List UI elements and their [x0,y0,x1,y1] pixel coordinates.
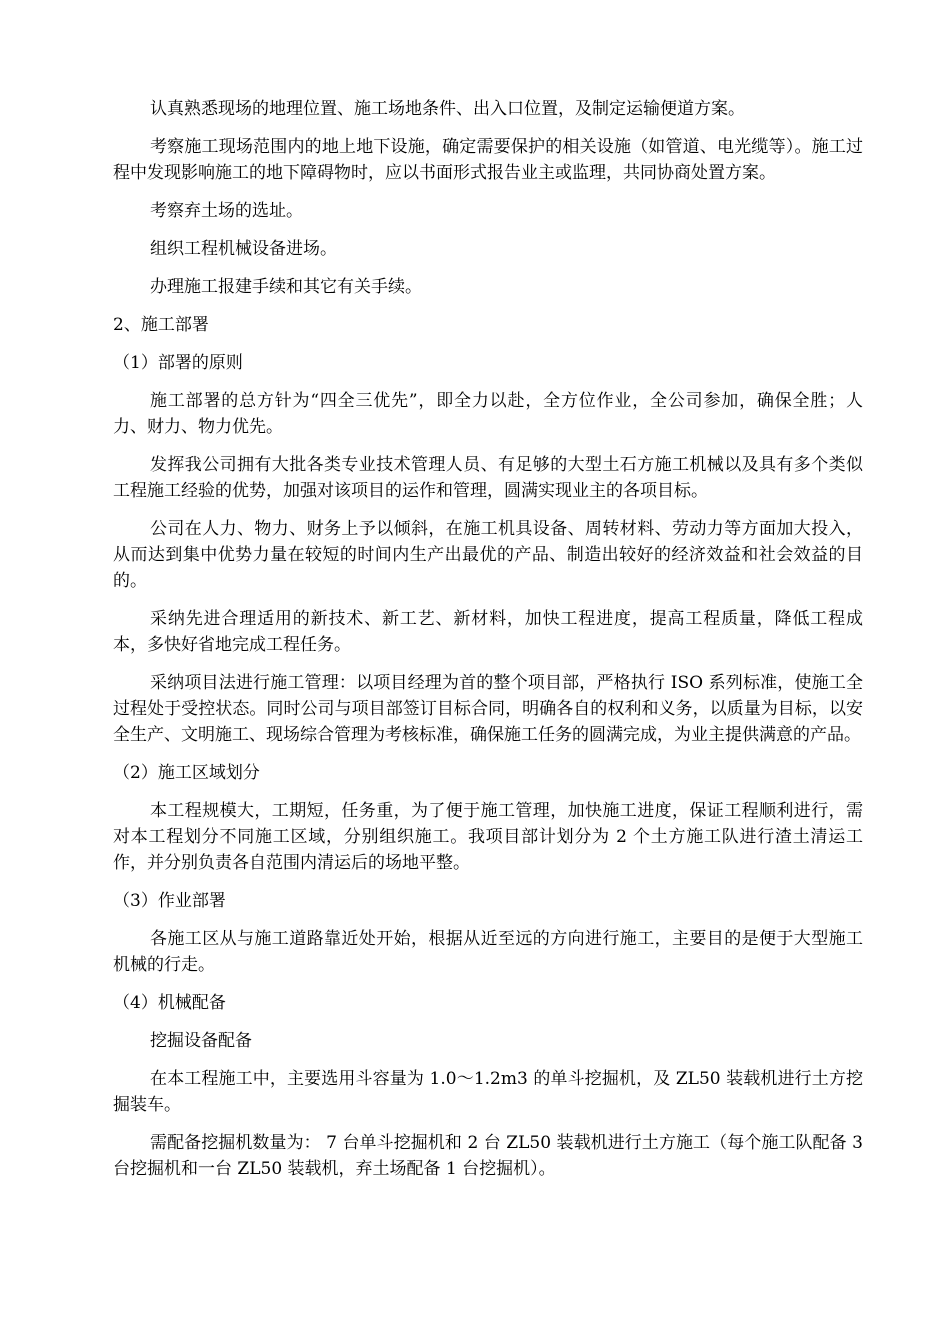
paragraph: 组织工程机械设备进场。 [150,239,337,259]
paragraph: 考察弃土场的选址。 [150,201,303,221]
subsection-heading: （4）机械配备 [113,993,226,1013]
paragraph: 采纳先进合理适用的新技术、新工艺、新材料，加快工程进度，提高工程质量，降低工程成本，多快好省地完成工程任务。 [113,609,863,655]
paragraph: 采纳项目法进行施工管理：以项目经理为首的整个项目部，严格执行 ISO 系列标准，使施工全过程处于受控状态。同时公司与项目部签订目标合同，明确各自的权利和义务，以质量为目标，以安全生产、文明施工、现场综合管理为考核标准，确保施工任务的圆满完成，为业主提供满意的产品。 [113,673,863,745]
paragraph: 在本工程施工中，主要选用斗容量为 1.0～1.2m3 的单斗挖掘机，及 ZL50 装载机进行土方挖掘装车。 [113,1069,863,1115]
paragraph: 认真熟悉现场的地理位置、施工场地条件、出入口位置，及制定运输便道方案。 [150,99,745,119]
paragraph: 挖掘设备配备 [150,1031,252,1051]
paragraph: 公司在人力、物力、财务上予以倾斜，在施工机具设备、周转材料、劳动力等方面加大投入，从而达到集中优势力量在较短的时间内生产出最优的产品、制造出较好的经济效益和社会效益的目的。 [113,519,863,591]
paragraph: 办理施工报建手续和其它有关手续。 [150,277,422,297]
paragraph: 各施工区从与施工道路靠近处开始，根据从近至远的方向进行施工，主要目的是便于大型施工机械的行走。 [113,929,863,975]
document-body [113,96,863,1194]
subsection-heading: （3）作业部署 [113,891,226,911]
section-heading: 2、施工部署 [113,315,209,335]
paragraph: 发挥我公司拥有大批各类专业技术管理人员、有足够的大型土石方施工机械以及具有多个类似工程施工经验的优势，加强对该项目的运作和管理，圆满实现业主的各项目标。 [113,455,863,501]
subsection-heading: （1）部署的原则 [113,353,243,373]
paragraph: 需配备挖掘机数量为： 7 台单斗挖掘机和 2 台 ZL50 装载机进行土方施工（每个施工队配备 3 台挖掘机和一台 ZL50 装载机，弃土场配备 1 台挖掘机）。 [113,1133,863,1179]
subsection-heading: （2）施工区域划分 [113,763,260,783]
paragraph: 本工程规模大，工期短，任务重，为了便于施工管理，加快施工进度，保证工程顺利进行，需对本工程划分不同施工区域，分别组织施工。我项目部计划分为 2 个土方施工队进行渣土清运工作，并分别负责各自范围内清运后的场地平整。 [113,801,863,873]
paragraph: 施工部署的总方针为“四全三优先”，即全力以赴，全方位作业，全公司参加，确保全胜；人力、财力、物力优先。 [113,391,863,437]
paragraph: 考察施工现场范围内的地上地下设施，确定需要保护的相关设施（如管道、电光缆等）。施工过程中发现影响施工的地下障碍物时，应以书面形式报告业主或监理，共同协商处置方案。 [113,137,863,183]
